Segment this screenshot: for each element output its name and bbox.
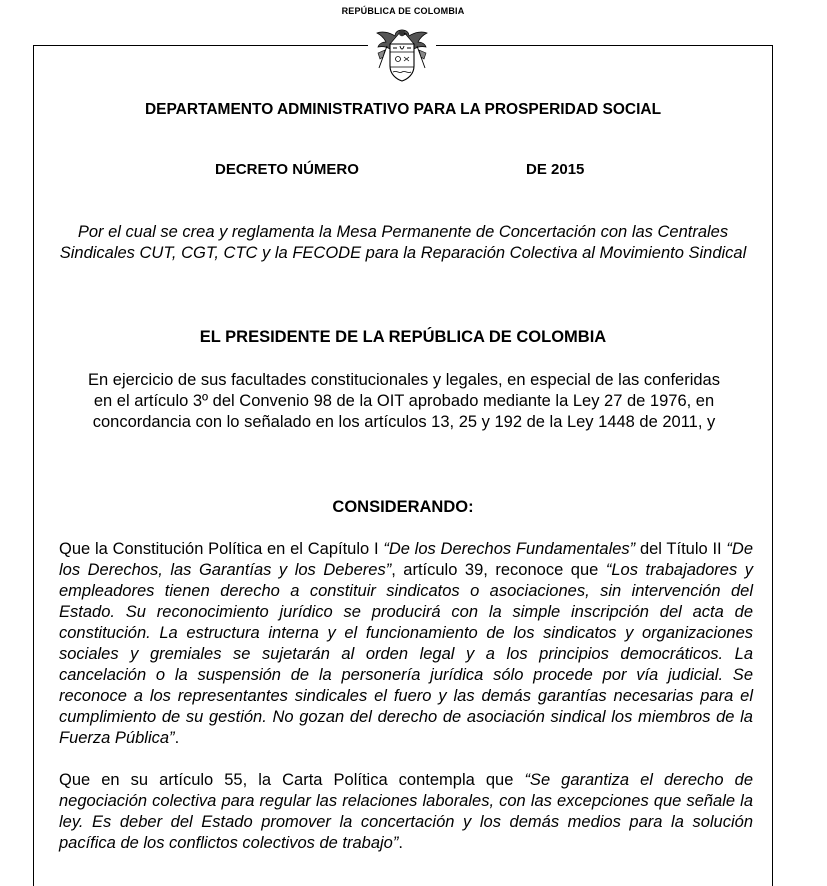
considering-heading: CONSIDERANDO: [332, 498, 474, 516]
header-country: REPÚBLICA DE COLOMBIA [341, 6, 465, 16]
considering-paragraph-1: Que la Constitución Política en el Capítulo I “De los Derechos Fundamentales” del Título II “De los Derechos, las Garantías y los Deberes”, artículo 39, reconoce que “Los trabajadores y empleadores tienen derecho a constituir sindicatos o asociaciones, sin intervención del Estado. Su reconocimiento jurídico se producirá con la simple inscripción del acta de constitución. La estructura interna y el funcionamiento de los sindicatos y organizaciones sociales y gremiales se sujetarán al orden legal y a los principios democráticos. La cancelación o la suspensión de la personería jurídica sólo procede por vía judicial. Se reconoce a los representantes sindicales el fuero y las demás garantías necesarias para el cumplimiento de su gestión. No gozan del derecho de asociación sindical los miembros de la Fuerza Pública”. [59, 540, 753, 747]
president-heading: EL PRESIDENTE DE LA REPÚBLICA DE COLOMBIA [199, 328, 607, 346]
considering-paragraph-2: Que en su artículo 55, la Carta Política contempla que “Se garantiza el derecho de negociación colectiva para regular las relaciones laborales, con las excepciones que señale la ley. Es deber del Estado promover la concertación y los demás medios para la solución pacífica de los conflictos colectivos de trabajo”. [59, 771, 753, 852]
document-frame [33, 45, 773, 886]
department-title: DEPARTAMENTO ADMINISTRATIVO PARA LA PROSPERIDAD SOCIAL [144, 101, 662, 118]
powers-paragraph: En ejercicio de sus facultades constitucionales y legales, en especial de las conferidas en el artículo 3º del Convenio 98 de la OIT aprobado mediante la Ley 27 de 1976, en concordancia con lo señalado en los artículos 13, 25 y 192 de la Ley 1448 de 2011, y [88, 371, 720, 431]
decree-number-label: DECRETO NÚMERO [215, 161, 359, 178]
decree-subtitle: Por el cual se crea y reglamenta la Mesa Permanente de Concertación con las Centrales Sindicales CUT, CGT, CTC y la FECODE para la Reparación Colectiva al Movimiento Sindical [59, 223, 747, 262]
decree-year: DE 2015 [526, 161, 585, 178]
coat-of-arms-icon [373, 24, 431, 88]
